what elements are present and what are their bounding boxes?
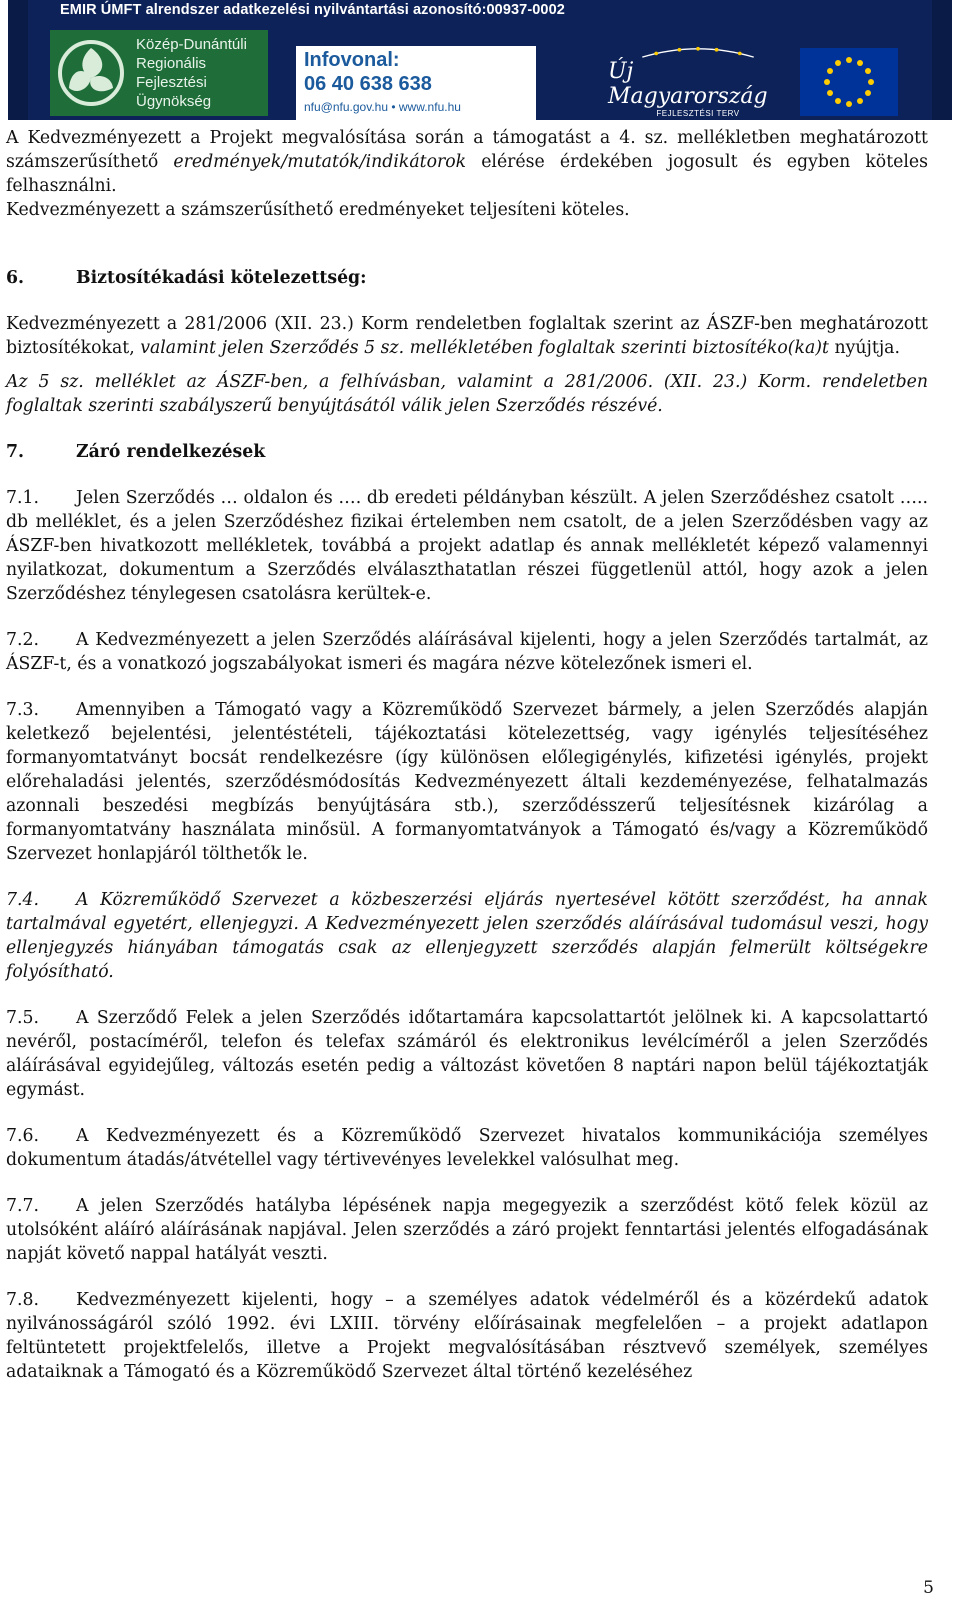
- header-banner: [8, 0, 952, 120]
- uj-magyarorszag-title: Új Magyarország: [608, 59, 768, 109]
- intro-paragraph-1: A Kedvezményezett a Projekt megvalósítása során a támogatást a 4. sz. mellékletben meghatározott számszerűsíthető eredmények/mutatók/indikátorok elérése érdekében jogosult és egyben köteles felhasználni.: [6, 128, 928, 196]
- clause-7-8: 7.8. Kedvezményezett kijelenti, hogy – a személyes adatok védelméről és a közérdekű adatok nyilvánosságáról szóló 1992. évi LXIII. törvény előírásainak megfelelően – a projekt adatlapon feltüntetett projektfelelős, illetve a Projekt megvalósításában résztvevő személyek, személyes adataiknak a Támogató és a Közreműködő Szervezet által történő kezeléséhez: [6, 1290, 928, 1382]
- eu-stars-icon: [800, 48, 898, 116]
- infovonal-phone: 06 40 638 638: [304, 73, 432, 95]
- document-body: [6, 126, 928, 1384]
- clause-7-1: 7.1. Jelen Szerződés … oldalon és …. db eredeti példányban készült. A jelen Szerződéshez csatolt ….. db melléklet, és a jelen Szerződéshez fizikai értelemben nem csatolt, de a jelen Szerződésben vagy az ÁSZF-ben hivatkozott mellékletek, továbbá a projekt adatlap és annak mellékletét képező valamennyi nyilatkozat, dokumentum a Szerződés elválaszthatatlan részei függetlenül attól, hogy azok a jelen Szerződéshez ténylegesen csatolásra kerültek-e.: [6, 488, 928, 604]
- clause-7-2: 7.2. A Kedvezményezett a jelen Szerződés aláírásával kijelenti, hogy a jelen Szerződés tartalmát, az ÁSZF-t, és a vonatkozó jogszabályokat ismeri és magára nézve kötelezőnek ismeri el.: [6, 630, 928, 674]
- emir-identifier: EMIR ÚMFT alrendszer adatkezelési nyilvántartási azonosító:00937-0002: [60, 2, 565, 18]
- clause-7-6: 7.6. A Kedvezményezett és a Közreműködő Szervezet hivatalos kommunikációja személyes dokumentum átadás/átvétellel vagy tértivevényes levelekkel valósulhat meg.: [6, 1126, 928, 1170]
- section-6-paragraph-2: Az 5 sz. melléklet az ÁSZF-ben, a felhívásban, valamint a 281/2006. (XII. 23.) Korm. rendeletben foglaltak szerinti szabályszerű benyújtásától válik jelen Szerződés részévé.: [6, 372, 928, 416]
- triskele-icon: [56, 38, 126, 108]
- page-number: 5: [923, 1578, 934, 1598]
- section-6-paragraph-1: Kedvezményezett a 281/2006 (XII. 23.) Korm rendeletben foglaltak szerint az ÁSZF-ben meghatározott biztosítékokat, valamint jelen Szerződés 5 sz. mellékletében foglaltak szerinti biztosítéko(ka)t nyújtja.: [6, 314, 928, 358]
- infovonal-links: nfu@nfu.gov.hu • www.nfu.hu: [304, 100, 461, 114]
- infovonal-title: Infovonal:: [304, 49, 400, 71]
- section-6-heading: 6. Biztosítékadási kötelezettség:: [6, 268, 367, 288]
- banner-right-edge: [932, 0, 952, 120]
- clause-7-5: 7.5. A Szerződő Felek a jelen Szerződés időtartamára kapcsolattartót jelölnek ki. A kapcsolattartó nevéről, postacíméről, telefon és telefax számáról és elektronikus levélcíméről a jelen Szerződés aláírásával egyidejűleg, változás esetén pedig a változást követően 8 naptári napon belül tájékoztatják egymást.: [6, 1008, 928, 1100]
- clause-7-3: 7.3. Amennyiben a Támogató vagy a Közreműködő Szervezet bármely, a jelen Szerződés alapján keletkező bejelentési, jelentéstételi, tájékoztatási kötelezettség, vagy igénylés teljesítéséhez formanyomtatványt bocsát rendelkezésre (így különösen előlegigénylés, kifizetési igénylés, projekt előrehaladási jelentés, szerződésmódosítás Kedvezményezett általi kezdeményezése, felhatalmazás azonnali beszedési megbízás benyújtására stb.), szerződésszerű teljesítésnek kizárólag a formanyomtatvány használata minősül. A formanyomtatványok a Támogató és/vagy a Közreműködő Szervezet honlapjáról tölthetők le.: [6, 700, 928, 864]
- clause-7-4: 7.4. A Közreműködő Szervezet a közbeszerzési eljárás nyertesével kötött szerződést, ha annak tartalmával egyetért, ellenjegyzi. A Kedvezményezett jelen szerződés aláírásával tudomásul veszi, hogy ellenjegyzés hiányában támogatás csak az ellenjegyzett szerződés alapján felmerült költségekre folyósítható.: [6, 890, 928, 982]
- intro-paragraph-2: Kedvezményezett a számszerűsíthető eredményeket teljesíteni köteles.: [6, 200, 630, 220]
- fejlesztesi-terv-subtitle: FEJLESZTÉSI TERV: [656, 109, 740, 118]
- uj-magyarorszag-logo: [608, 46, 788, 118]
- banner-left-edge: [8, 0, 28, 120]
- clause-7-7: 7.7. A jelen Szerződés hatályba lépésének napja megegyezik a szerződést kötő felek közül az utolsóként aláíró aláírásának napjával. Jelen szerződés a záró projekt fenntartási jelentés elfogadásának napját követő nappal hatályát veszti.: [6, 1196, 928, 1264]
- eu-flag-icon: [800, 48, 898, 116]
- star-arc-icon: [633, 46, 763, 59]
- kdrfu-name: Közép-Dunántúli Regionális Fejlesztési Ügynökség: [136, 36, 247, 110]
- infovonal-box: [296, 46, 536, 120]
- kdrfu-logo: [50, 30, 268, 116]
- section-7-heading: 7. Záró rendelkezések: [6, 442, 266, 462]
